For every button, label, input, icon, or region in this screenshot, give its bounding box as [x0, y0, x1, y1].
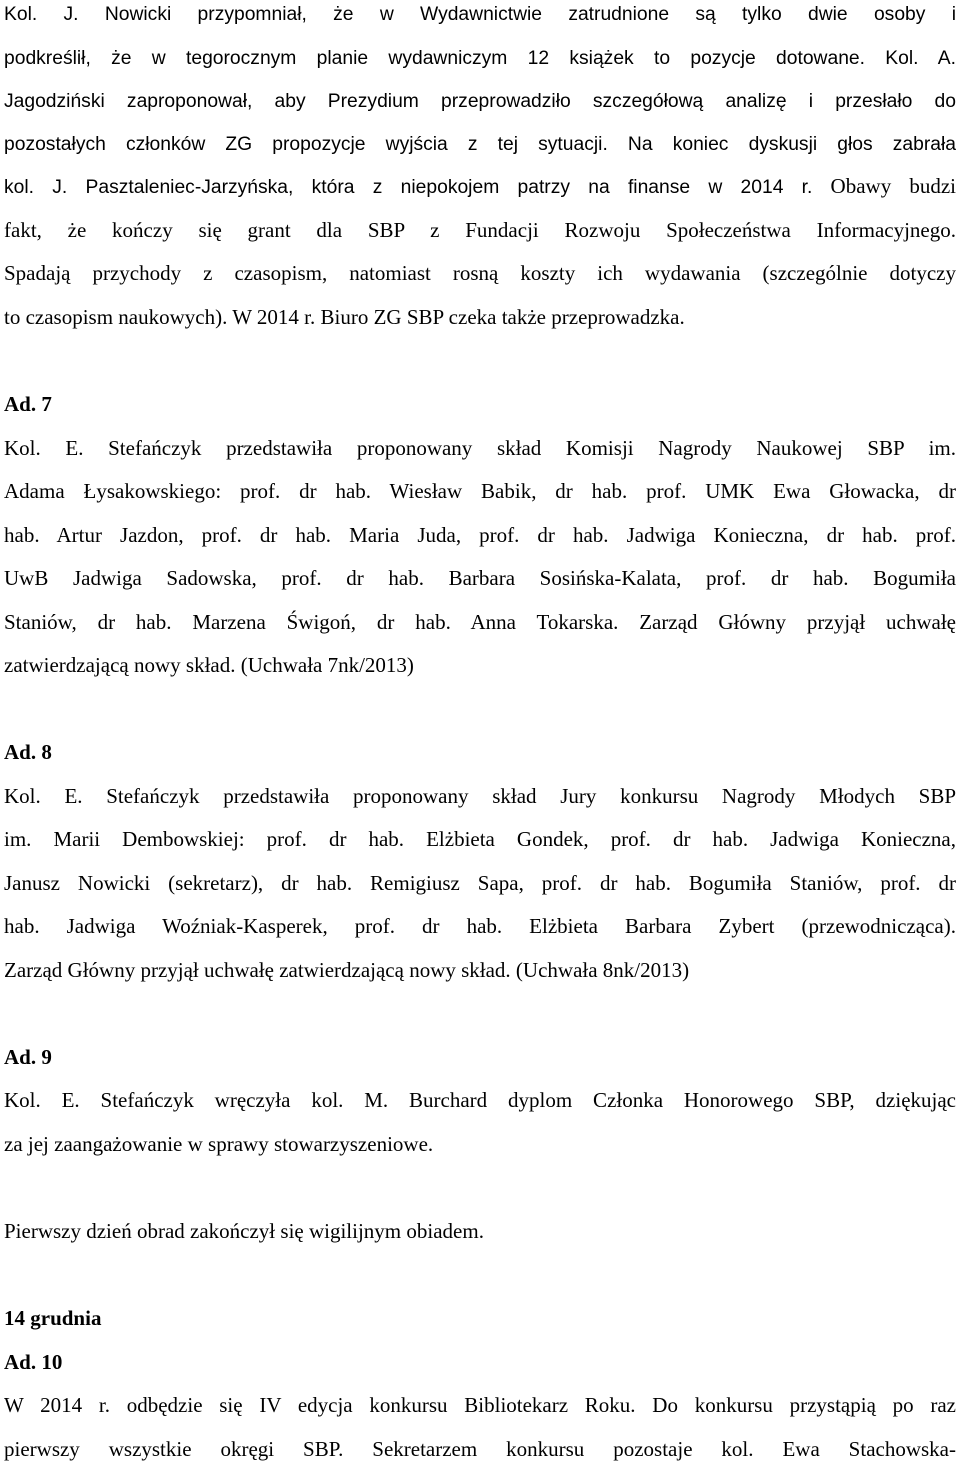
text-span: Pierwszy dzień obrad zakończył się wigilijnym obiadem. [4, 1219, 484, 1243]
paragraph-line [4, 260, 956, 286]
text-span: podkreślił, że w tegorocznym planie wydawniczym 12 książek to pozycje dotowane. Kol. A. [4, 48, 956, 69]
paragraph-line [4, 1087, 956, 1113]
text-span: Jagodziński zaproponował, aby Prezydium przeprowadziło szczegółową analizę i przesłało do [4, 91, 956, 112]
paragraph-line [4, 826, 956, 852]
text-span: Ad. 8 [4, 740, 52, 764]
paragraph-line [4, 304, 685, 330]
text-span: fakt, że kończy się grant dla SBP z Fundacji Rozwoju Społeczeństwa Informacyjnego. [4, 218, 956, 242]
text-span: Janusz Nowicki (sekretarz), dr hab. Remigiusz Sapa, prof. dr hab. Bogumiła Staniów, prof. dr [4, 871, 956, 895]
paragraph-line [4, 565, 956, 591]
text-span: za jej zaangażowanie w sprawy stowarzyszeniowe. [4, 1132, 434, 1156]
paragraph-line [4, 130, 956, 158]
section-heading [4, 1349, 62, 1375]
text-span: pierwszy wszystkie okręgi SBP. Sekretarzem konkursu pozostaje kol. Ewa Stachowska- [4, 1437, 956, 1461]
paragraph-line [4, 0, 956, 28]
text-span: pozostałych członków ZG propozycje wyjścia z tej sytuacji. Na koniec dyskusji głos zabrała [4, 134, 956, 155]
text-span: Ad. 7 [4, 392, 52, 416]
paragraph-line [4, 522, 956, 548]
paragraph-line [4, 1392, 956, 1418]
paragraph-line [4, 652, 414, 678]
text-span: hab. Jadwiga Woźniak-Kasperek, prof. dr hab. Elżbieta Barbara Zybert (przewodnicząca). [4, 914, 956, 938]
text-span: Adama Łysakowskiego: prof. dr hab. Wiesław Babik, dr hab. prof. UMK Ewa Głowacka, dr [4, 479, 956, 503]
paragraph-line [4, 609, 956, 635]
paragraph-line [4, 913, 956, 939]
text-span: to czasopism naukowych). W 2014 r. Biuro ZG SBP czeka także przeprowadzka. [4, 305, 685, 329]
text-span: Kol. J. Nowicki przypomniał, że w Wydawnictwie zatrudnione są tylko dwie osoby i [4, 4, 956, 25]
paragraph-line [4, 87, 956, 115]
text-span: UwB Jadwiga Sadowska, prof. dr hab. Barbara Sosińska-Kalata, prof. dr hab. Bogumiła [4, 566, 956, 590]
text-span: kol. J. Pasztaleniec-Jarzyńska, która z niepokojem patrzy na finanse w 2014 r. [4, 177, 813, 198]
text-span: Staniów, dr hab. Marzena Świgoń, dr hab. Anna Tokarska. Zarząd Główny przyjął uchwałę [4, 610, 956, 634]
text-span: Kol. E. Stefańczyk przedstawiła proponowany skład Jury konkursu Nagrody Młodych SBP [4, 784, 956, 808]
paragraph-line [4, 957, 689, 983]
text-span: zatwierdzającą nowy skład. (Uchwała 7nk/2013) [4, 653, 414, 677]
text-span: Ad. 10 [4, 1350, 63, 1374]
paragraph-line [4, 435, 956, 461]
paragraph-line [4, 783, 956, 809]
section-heading [4, 1044, 52, 1070]
paragraph-line [4, 1436, 956, 1462]
paragraph-line [4, 1131, 433, 1157]
paragraph-line [4, 478, 956, 504]
text-span: Kol. E. Stefańczyk przedstawiła proponowany skład Komisji Nagrody Naukowej SBP im. [4, 436, 956, 460]
text-span: 14 grudnia [4, 1306, 102, 1330]
paragraph-line [4, 44, 956, 72]
paragraph-line [4, 173, 956, 201]
text-span: im. Marii Dembowskiej: prof. dr hab. Elżbieta Gondek, prof. dr hab. Jadwiga Konieczna, [4, 827, 956, 851]
text-span: Ad. 9 [4, 1045, 52, 1069]
text-span: Zarząd Główny przyjął uchwałę zatwierdzającą nowy skład. (Uchwała 8nk/2013) [4, 958, 690, 982]
paragraph-line [4, 870, 956, 896]
section-heading [4, 391, 52, 417]
text-span: Spadają przychody z czasopism, natomiast rosną koszty ich wydawania (szczególnie dotyczy [4, 261, 956, 285]
text-span: Obawy budzi [812, 174, 956, 198]
text-span: hab. Artur Jazdon, prof. dr hab. Maria Juda, prof. dr hab. Jadwiga Konieczna, dr hab. prof. [4, 523, 956, 547]
text-span: W 2014 r. odbędzie się IV edycja konkursu Bibliotekarz Roku. Do konkursu przystąpią po raz [4, 1393, 956, 1417]
section-heading [4, 739, 52, 765]
date-heading [4, 1305, 101, 1331]
paragraph-line [4, 1218, 484, 1244]
paragraph-line [4, 217, 956, 243]
text-span: Kol. E. Stefańczyk wręczyła kol. M. Burchard dyplom Członka Honorowego SBP, dziękując [4, 1088, 956, 1112]
